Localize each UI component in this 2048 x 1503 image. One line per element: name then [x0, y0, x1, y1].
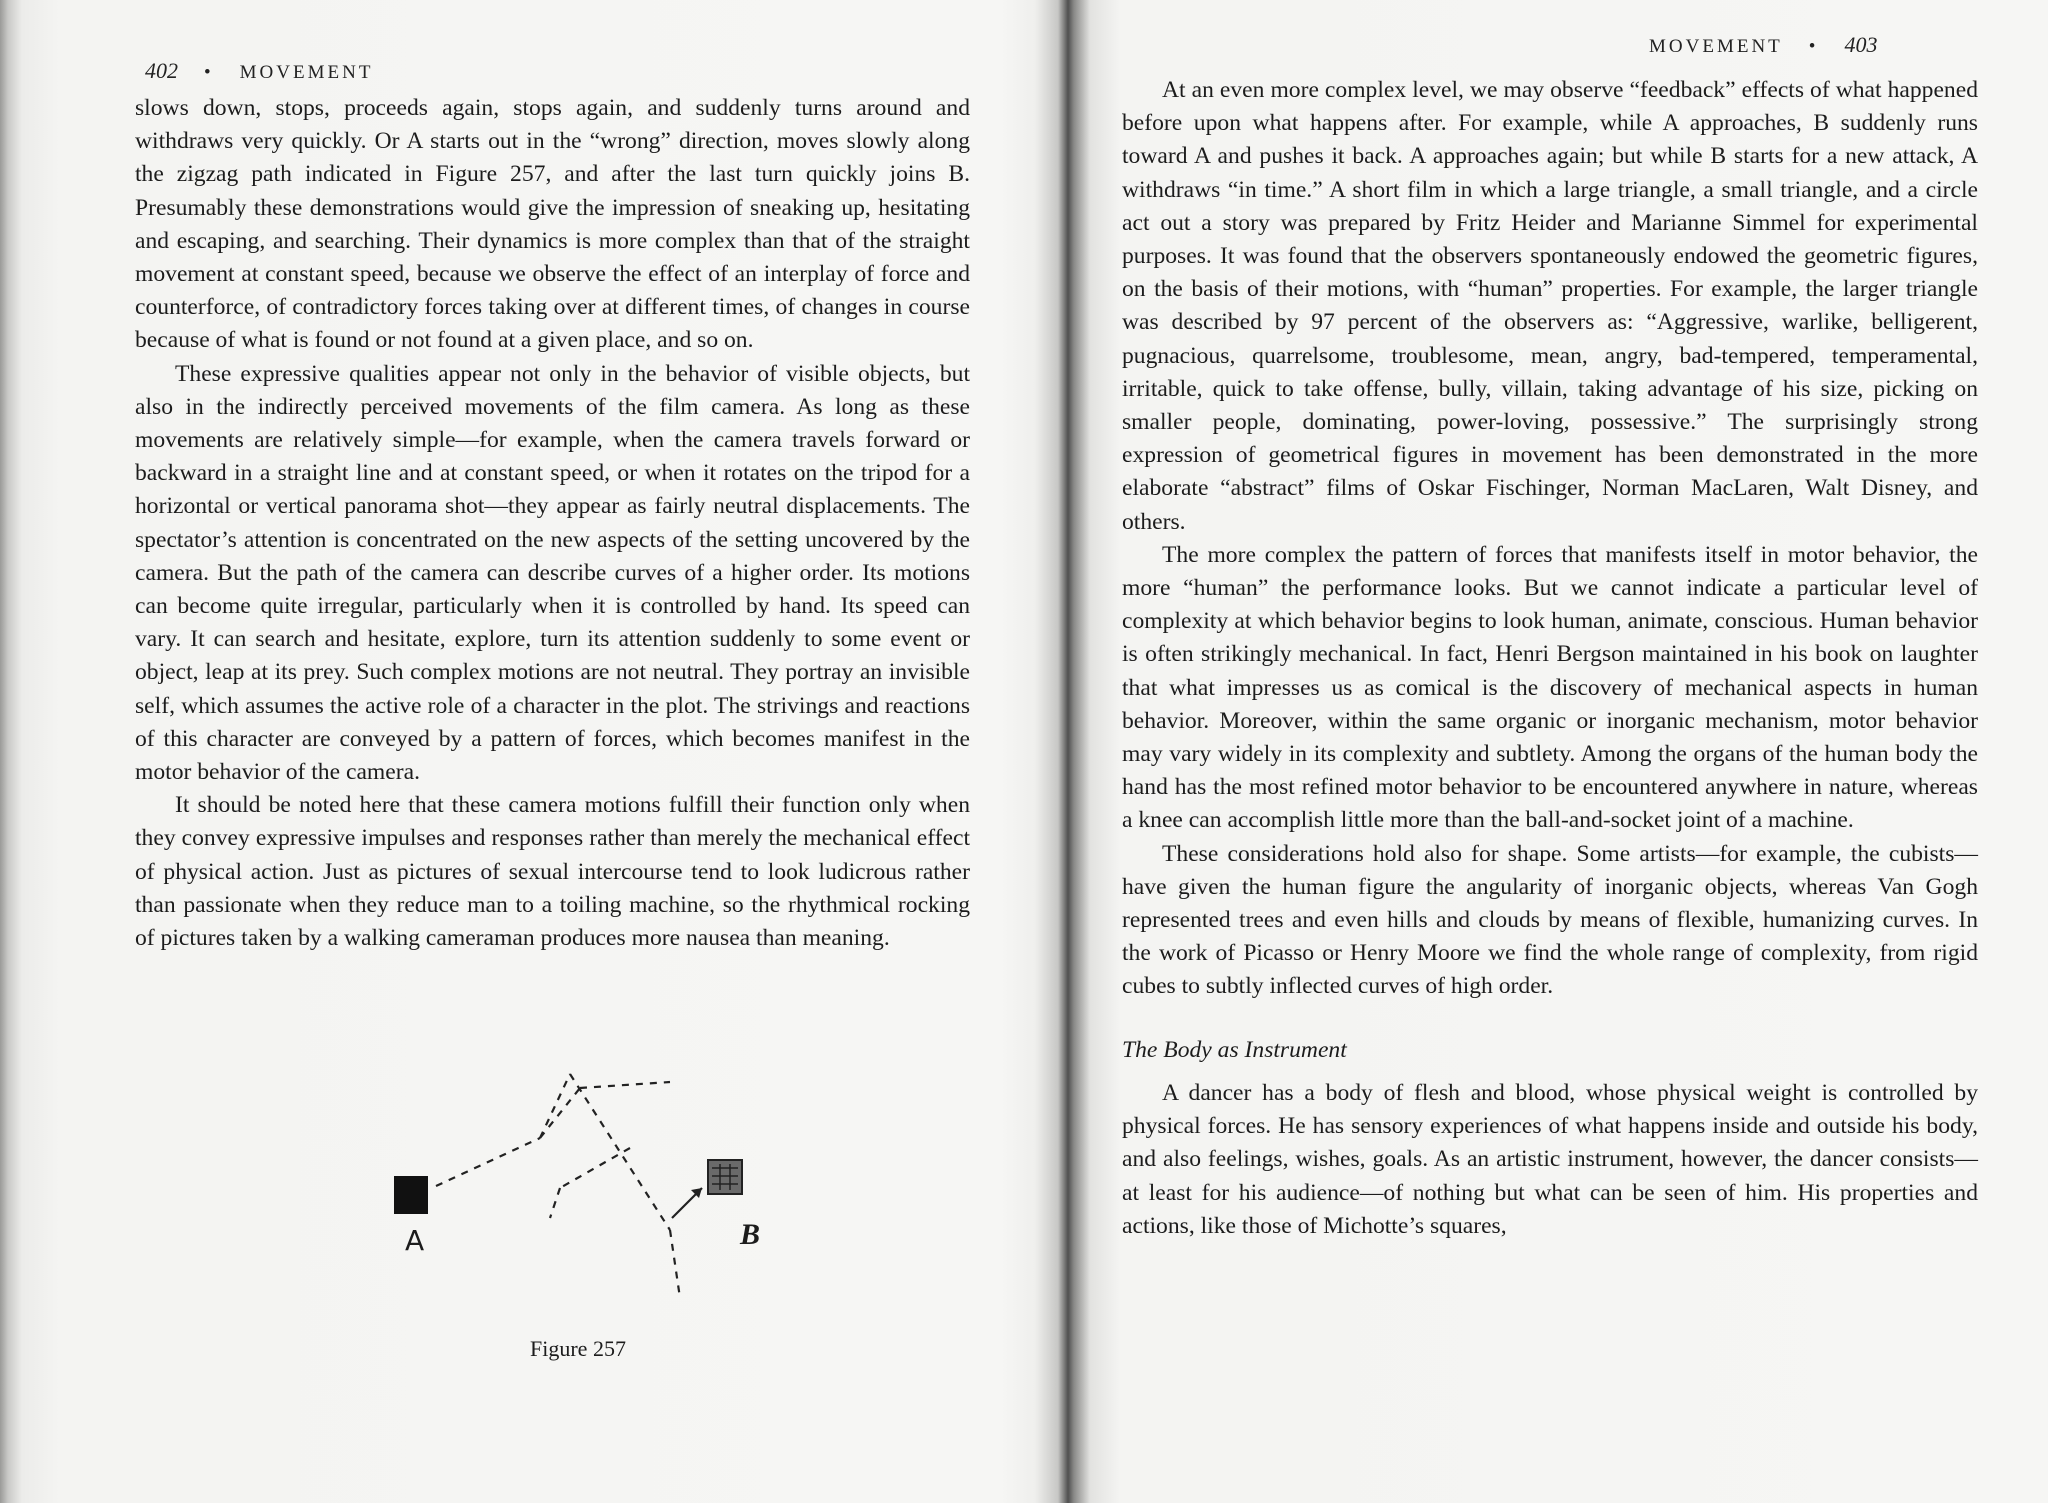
paragraph: At an even more complex level, we may observe “feedback” effects of what happened before upon what happens after. For example, while A approaches, B suddenly runs toward A and pushes it back. A approaches again; but while B starts for a new attack, A withdraws “in time.” A short film in which a large triangle, a small triangle, and a circle act out a story was prepared by Fritz Heider and Marianne Simmel for experimental purposes. It was found that the observers spontaneously endowed the geometric figures, on the basis of their motions, with “human” properties. For example, the larger triangle was described by 97 percent of the observers as: “Aggressive, warlike, belligerent, pugnacious, quarrelsome, troublesome, mean, angry, bad-tempered, temperamental, irritable, quick to take offense, bully, villain, taking advantage of his size, picking on smaller people, dominating, power-loving, possessive.” The surprisingly strong expression of geometrical figures in movement has been demonstrated in the more elaborate “abstract” films of Oskar Fischinger, Norman MacLaren, Walt Disney, and others. — [1122, 77, 1978, 535]
figure-257 — [380, 1068, 800, 1368]
paragraph: It should be noted here that these camera motions fulfill their function only when they convey expressive impulses and responses rather than merely the mechanical effect of physical action. Just as pictures of sexual intercourse tend to look ludicrous rather than passionate when they reduce man to a toiling machine, so the rhythmical rocking of pictures taken by a walking cameraman produces more nausea than meaning. — [135, 792, 970, 952]
label-a: A — [405, 1224, 425, 1257]
figure-caption: Figure 257 — [530, 1336, 626, 1361]
right-page-number: 403 — [1844, 32, 1878, 57]
section-heading: The Body as Instrument — [1122, 1036, 1347, 1063]
square-a — [394, 1176, 428, 1214]
paragraph: These expressive qualities appear not only in the behavior of visible objects, but also in the indirectly perceived movements of the film camera. As long as these movements are relatively simple—for example, when the camera travels forward or backward in a straight line and at constant speed, or when it rotates on the tripod for a horizontal or vertical panorama shot—they appear as fairly neutral displacements. The spectator’s attention is concentrated on the new aspects of the setting uncovered by the camera. But the path of the camera can describe curves of a higher order. Its motions can become quite irregular, particularly when it is controlled by hand. Its speed can vary. It can search and hesitate, explore, turn its attention suddenly to some event or object, leap at its prey. Such complex motions are not neutral. They portray an invisible self, which assumes the active role of a character in the plot. The strivings and reactions of this character are conveyed by a pattern of forces, which becomes manifest in the motor behavior of the camera. — [135, 360, 970, 786]
zigzag-path — [436, 1074, 680, 1298]
separator-dot: • — [204, 62, 214, 83]
paragraph: A dancer has a body of flesh and blood, whose physical weight is controlled by physical forces. He has sensory experiences of what happens inside and outside his body, and also feelings, wishes, goals. As an artistic instrument, however, the dancer consists—at least for his audience—of nothing but what can be seen of him. His properties and actions, like those of Michotte’s squares, — [1122, 1079, 1978, 1239]
paragraph: slows down, stops, proceeds again, stops again, and suddenly turns around and withdraws very quickly. Or A starts out in the “wrong” direction, moves slowly along the zigzag path indicated in Figure 257, and after the last turn quickly joins B. Presumably these demonstrations would give the impression of sneaking up, hesitating and escaping, and searching. Their dynamics is more complex than that of the straight movement at constant speed, because we observe the effect of an interplay of force and counterforce, of contradictory forces taking over at different times, of changes in course because of what is found or not found at a given place, and so on. — [135, 95, 970, 354]
label-b: B — [740, 1218, 761, 1251]
right-header-title: MOVEMENT — [1649, 36, 1783, 57]
square-b — [708, 1160, 742, 1194]
paragraph: The more complex the pattern of forces that manifests itself in motor behavior, the more “human” the performance looks. But we cannot indicate a particular level of complexity at which behavior begins to look human, animate, conscious. Human behavior is often strikingly mechanical. In fact, Henri Bergson maintained in his book on laughter that what impresses us as comical is the discovery of mechanical aspects in human behavior. Moreover, within the same organic or inorganic mechanism, motor behavior may vary widely in its complexity and subtlety. Among the organs of the human body the hand has the most refined motor behavior to be encountered anywhere in nature, whereas a knee can accomplish little more than the ball-and-socket joint of a machine. — [1122, 541, 1978, 834]
right-running-head — [1649, 32, 1877, 58]
left-running-head — [145, 58, 373, 84]
right-body-text — [1122, 74, 1978, 1243]
separator-dot: • — [1808, 36, 1819, 57]
zigzag-path-diagram — [380, 1068, 800, 1368]
left-body-text — [135, 92, 970, 955]
left-header-title: MOVEMENT — [239, 62, 374, 83]
left-page-number: 402 — [145, 58, 178, 83]
right-page — [1072, 0, 2048, 1503]
paragraph: These considerations hold also for shape. Some artists—for example, the cubists—have given the human figure the angularity of inorganic objects, whereas Van Gogh represented trees and even hills and clouds by means of flexible, humanizing curves. In the work of Picasso or Henry Moore we find the whole range of complexity, from rigid cubes to subtly inflected curves of high order. — [1122, 840, 1978, 1000]
